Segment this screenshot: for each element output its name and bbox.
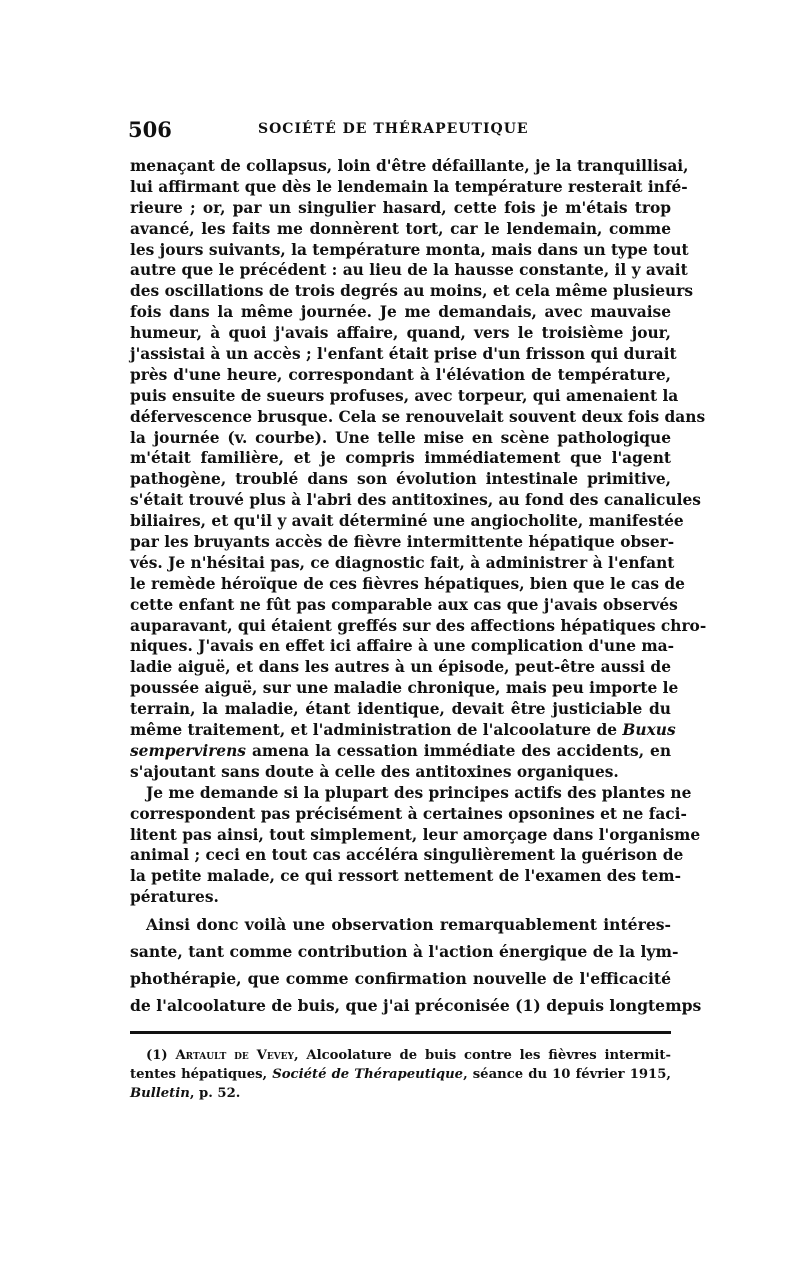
text-line: Ainsi donc voilà une observation remarquablement intéres- (146, 915, 671, 934)
text-line: la journée (v. courbe). Une telle mise en scène pathologique (130, 428, 671, 447)
text-line: litent pas ainsi, tout simplement, leur amorçage dans l'organisme (130, 825, 701, 844)
text-fragment: , p. 52. (189, 1086, 241, 1101)
text-line: s'était trouvé plus à l'abri des antitoxines, au fond des canalicules (130, 491, 701, 510)
italic-term: sempervirens (130, 741, 246, 760)
footnote-divider (130, 1031, 671, 1034)
text-line: menaçant de collapsus, loin d'être défaillante, je la tranquillisai, (130, 157, 689, 175)
text-line: poussée aiguë, sur une maladie chronique, mais peu importe le (130, 679, 679, 698)
text-line: de l'alcoolature de buis, que j'ai préconisée (1) depuis longtemps (130, 996, 702, 1015)
text-line: phothérapie, que comme confirmation nouvelle de l'efficacité (130, 969, 671, 988)
text-line: cette enfant ne fût pas comparable aux cas que j'avais observés (130, 595, 678, 614)
text-line: auparavant, qui étaient greffés sur des affections hépatiques chro- (130, 616, 707, 635)
text-fragment: , séance du 10 février 1915, (463, 1067, 671, 1082)
text-line: par les bruyants accès de fièvre intermittente hépatique obser- (130, 533, 675, 552)
text-line: sante, tant comme contribution à l'action énergique de la lym- (130, 942, 679, 961)
text-line: s'ajoutant sans doute à celle des antitoxines organiques. (130, 762, 619, 781)
footnote (130, 1046, 671, 1103)
text-line: j'assistai à un accès ; l'enfant était prise d'un frisson qui durait (130, 345, 677, 364)
page-number: 506 (128, 117, 172, 142)
footnote-author: Artault de Vevey (175, 1048, 294, 1063)
footnote-line (130, 1084, 671, 1103)
footnote-bulletin: Bulletin (130, 1086, 190, 1101)
footnote-line (130, 1046, 671, 1065)
text-line: avancé, les faits me donnèrent tort, car le lendemain, comme (130, 219, 671, 238)
text-line: fois dans la même journée. Je me demandais, avec mauvaise (130, 303, 671, 322)
text-line: la petite malade, ce qui ressort nettement de l'examen des tem- (130, 867, 681, 886)
text-line: puis ensuite de sueurs profuses, avec torpeur, qui amenaient la (130, 386, 679, 405)
text-line: défervescence brusque. Cela se renouvelait souvent deux fois dans (130, 407, 706, 426)
text-line: les jours suivants, la température monta, mais dans un type tout (130, 240, 689, 259)
text-fragment: tentes hépatiques, (130, 1067, 273, 1082)
text-line: Je me demande si la plupart des principes actifs des plantes ne (146, 783, 692, 802)
text-line: humeur, à quoi j'avais affaire, quand, vers le troisième jour, (130, 324, 671, 343)
text-line: terrain, la maladie, étant identique, devait être justiciable du (130, 700, 671, 719)
text-line: autre que le précédent : au lieu de la hausse constante, il y avait (130, 261, 688, 280)
body-text (130, 156, 707, 908)
text-fragment: même traitement, et l'administration de l'alcoolature de (130, 721, 618, 740)
text-line: pathogène, troublé dans son évolution intestinale primitive, (130, 470, 671, 489)
text-line: niques. J'avais en effet ici affaire à une complication d'une ma- (130, 637, 675, 656)
text-fragment: , Alcoolature de buis contre les fièvres intermit- (293, 1048, 671, 1063)
italic-term: Buxus (622, 721, 676, 740)
text-fragment: amena la cessation immédiate des accidents, en (251, 741, 672, 760)
text-line: près d'une heure, correspondant à l'élévation de température, (130, 365, 671, 384)
text-line: correspondent pas précisément à certaines opsonines et ne faci- (130, 804, 687, 823)
text-line: des oscillations de trois degrés au moins, et cela même plusieurs (130, 282, 693, 301)
running-title: SOCIÉTÉ DE THÉRAPEUTIQUE (258, 121, 529, 137)
text-line: m'était familière, et je compris immédiatement que l'agent (130, 449, 671, 468)
text-line: rieure ; or, par un singulier hasard, cette fois je m'étais trop (130, 198, 671, 217)
closing-paragraph (130, 911, 702, 1019)
text-line: lui affirmant que dès le lendemain la température resterait infé- (130, 177, 688, 196)
footnote-journal: Société de Thérapeutique (272, 1067, 464, 1082)
text-line: biliaires, et qu'il y avait déterminé une angiocholite, manifestée (130, 512, 684, 531)
text-line: animal ; ceci en tout cas accéléra singulièrement la guérison de (130, 846, 684, 865)
text-line (130, 741, 671, 762)
text-line: pératures. (130, 888, 219, 907)
text-line: le remède héroïque de ces fièvres hépatiques, bien que le cas de (130, 574, 685, 593)
footnote-marker: (1) (146, 1048, 168, 1063)
text-line: vés. Je n'hésitai pas, ce diagnostic fait, à administrer à l'enfant (130, 553, 675, 572)
footnote-line (130, 1065, 671, 1084)
text-line (130, 720, 676, 741)
text-line: ladie aiguë, et dans les autres à un épisode, peut-être aussi de (130, 658, 671, 677)
